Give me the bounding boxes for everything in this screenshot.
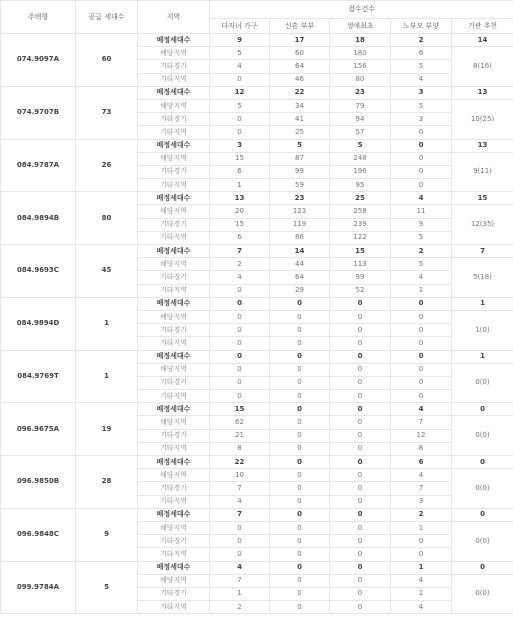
- count-cell: 0: [270, 561, 330, 574]
- count-cell: 99: [330, 271, 391, 284]
- count-cell: 0: [270, 310, 330, 323]
- count-cell: 0: [270, 416, 330, 429]
- count-cell: 5: [330, 139, 391, 152]
- count-cell: 1: [391, 561, 452, 574]
- supply-count: 73: [76, 86, 138, 139]
- region-label: 해당지역: [138, 469, 210, 482]
- header-first-time: 생애최초: [330, 19, 391, 34]
- unit-type: 084.9693C: [1, 245, 76, 298]
- table-row: [1, 86, 513, 99]
- count-cell: 5: [270, 139, 330, 152]
- count-cell: 4: [210, 60, 270, 73]
- count-cell: 0: [210, 350, 270, 363]
- institution-allocation: 0: [452, 456, 513, 469]
- count-cell: 46: [270, 73, 330, 86]
- count-cell: 0: [330, 587, 391, 600]
- count-cell: 57: [330, 126, 391, 139]
- count-cell: 7: [391, 482, 452, 495]
- count-cell: 0: [210, 521, 270, 534]
- count-cell: 0: [210, 73, 270, 86]
- count-cell: 0: [270, 587, 330, 600]
- supply-count: 1: [76, 350, 138, 403]
- count-cell: 7: [210, 245, 270, 258]
- institution-applications: 1(0): [452, 310, 513, 350]
- region-label: 기타지역: [138, 601, 210, 614]
- count-cell: 94: [330, 113, 391, 126]
- count-cell: 196: [330, 165, 391, 178]
- count-cell: 44: [270, 258, 330, 271]
- table-row: [1, 297, 513, 310]
- count-cell: 0: [270, 337, 330, 350]
- count-cell: 95: [330, 179, 391, 192]
- region-label: 배정세대수: [138, 34, 210, 47]
- region-label: 기타경기: [138, 376, 210, 389]
- count-cell: 0: [391, 390, 452, 403]
- count-cell: 0: [330, 495, 391, 508]
- region-label: 기타지역: [138, 390, 210, 403]
- count-cell: 0: [270, 403, 330, 416]
- header-applications: 접수건수: [210, 1, 513, 19]
- count-cell: 5: [391, 231, 452, 244]
- region-label: 기타경기: [138, 482, 210, 495]
- count-cell: 0: [270, 429, 330, 442]
- header-institution: 기관 추천: [452, 19, 513, 34]
- institution-applications: 5(18): [452, 258, 513, 298]
- table-row: [1, 192, 513, 205]
- count-cell: 2: [391, 508, 452, 521]
- count-cell: 0: [330, 376, 391, 389]
- count-cell: 9: [210, 34, 270, 47]
- count-cell: 4: [210, 271, 270, 284]
- count-cell: 7: [391, 416, 452, 429]
- count-cell: 1: [391, 284, 452, 297]
- supply-count: 26: [76, 139, 138, 192]
- count-cell: 0: [330, 601, 391, 614]
- count-cell: 12: [210, 86, 270, 99]
- region-label: 배정세대수: [138, 192, 210, 205]
- count-cell: 123: [270, 205, 330, 218]
- unit-type: 099.9784A: [1, 561, 76, 614]
- count-cell: 2: [391, 245, 452, 258]
- region-label: 기타지역: [138, 284, 210, 297]
- unit-type: 074.9097A: [1, 34, 76, 87]
- region-label: 배정세대수: [138, 86, 210, 99]
- region-label: 해당지역: [138, 47, 210, 60]
- count-cell: 59: [270, 179, 330, 192]
- unit-type: 096.9850B: [1, 456, 76, 509]
- count-cell: 4: [210, 561, 270, 574]
- region-label: 배정세대수: [138, 456, 210, 469]
- header-type: 주택형: [1, 1, 76, 34]
- count-cell: 8: [210, 442, 270, 455]
- region-label: 기타경기: [138, 324, 210, 337]
- count-cell: 0: [270, 442, 330, 455]
- count-cell: 7: [210, 508, 270, 521]
- count-cell: 248: [330, 152, 391, 165]
- count-cell: 239: [330, 218, 391, 231]
- count-cell: 0: [210, 376, 270, 389]
- count-cell: 4: [210, 495, 270, 508]
- institution-allocation: 13: [452, 139, 513, 152]
- count-cell: 0: [330, 310, 391, 323]
- count-cell: 0: [330, 363, 391, 376]
- count-cell: 0: [270, 574, 330, 587]
- region-label: 배정세대수: [138, 245, 210, 258]
- count-cell: 25: [330, 192, 391, 205]
- count-cell: 4: [391, 601, 452, 614]
- count-cell: 0: [391, 310, 452, 323]
- region-label: 기타경기: [138, 271, 210, 284]
- count-cell: 0: [210, 548, 270, 561]
- count-cell: 0: [391, 337, 452, 350]
- institution-applications: 0(0): [452, 469, 513, 509]
- region-label: 배정세대수: [138, 561, 210, 574]
- count-cell: 2: [210, 258, 270, 271]
- count-cell: 0: [210, 297, 270, 310]
- count-cell: 6: [210, 231, 270, 244]
- count-cell: 3: [210, 139, 270, 152]
- region-label: 기타지역: [138, 442, 210, 455]
- count-cell: 2: [391, 34, 452, 47]
- count-cell: 0: [330, 324, 391, 337]
- count-cell: 0: [270, 495, 330, 508]
- count-cell: 0: [270, 350, 330, 363]
- institution-applications: 10(25): [452, 99, 513, 139]
- count-cell: 17: [270, 34, 330, 47]
- count-cell: 180: [330, 47, 391, 60]
- count-cell: 7: [210, 482, 270, 495]
- count-cell: 7: [210, 574, 270, 587]
- table-row: [1, 508, 513, 521]
- count-cell: 20: [210, 205, 270, 218]
- supply-count: 45: [76, 245, 138, 298]
- unit-type: 084.9787A: [1, 139, 76, 192]
- count-cell: 25: [270, 126, 330, 139]
- count-cell: 15: [210, 403, 270, 416]
- count-cell: 15: [210, 152, 270, 165]
- region-label: 해당지역: [138, 416, 210, 429]
- region-label: 배정세대수: [138, 139, 210, 152]
- count-cell: 34: [270, 99, 330, 112]
- count-cell: 0: [330, 390, 391, 403]
- count-cell: 0: [270, 535, 330, 548]
- count-cell: 12: [391, 429, 452, 442]
- count-cell: 4: [391, 574, 452, 587]
- count-cell: 5: [391, 60, 452, 73]
- institution-applications: 0(0): [452, 521, 513, 561]
- count-cell: 8: [391, 442, 452, 455]
- count-cell: 4: [391, 192, 452, 205]
- count-cell: 0: [330, 521, 391, 534]
- count-cell: 22: [270, 86, 330, 99]
- count-cell: 0: [210, 390, 270, 403]
- count-cell: 0: [330, 297, 391, 310]
- supply-count: 1: [76, 297, 138, 350]
- table-row: [1, 403, 513, 416]
- region-label: 해당지역: [138, 205, 210, 218]
- institution-allocation: 0: [452, 403, 513, 416]
- region-label: 기타지역: [138, 126, 210, 139]
- count-cell: 258: [330, 205, 391, 218]
- count-cell: 99: [270, 165, 330, 178]
- region-label: 기타지역: [138, 548, 210, 561]
- count-cell: 0: [391, 350, 452, 363]
- count-cell: 0: [391, 535, 452, 548]
- count-cell: 0: [210, 363, 270, 376]
- count-cell: 0: [210, 535, 270, 548]
- region-label: 기타지역: [138, 73, 210, 86]
- count-cell: 86: [270, 231, 330, 244]
- count-cell: 64: [270, 271, 330, 284]
- count-cell: 6: [391, 456, 452, 469]
- count-cell: 4: [391, 271, 452, 284]
- count-cell: 0: [330, 535, 391, 548]
- institution-allocation: 1: [452, 297, 513, 310]
- region-label: 해당지역: [138, 521, 210, 534]
- supply-count: 19: [76, 403, 138, 456]
- count-cell: 0: [270, 456, 330, 469]
- count-cell: 113: [330, 258, 391, 271]
- institution-allocation: 0: [452, 508, 513, 521]
- unit-type: 096.9675A: [1, 403, 76, 456]
- header-region: 지역: [138, 1, 210, 34]
- institution-applications: 12(35): [452, 205, 513, 245]
- count-cell: 0: [270, 324, 330, 337]
- count-cell: 5: [391, 99, 452, 112]
- count-cell: 6: [391, 47, 452, 60]
- count-cell: 0: [270, 482, 330, 495]
- header-elderly-parent: 노부모 부양: [391, 19, 452, 34]
- region-label: 기타경기: [138, 535, 210, 548]
- count-cell: 3: [391, 495, 452, 508]
- count-cell: 0: [391, 179, 452, 192]
- count-cell: 60: [270, 47, 330, 60]
- institution-applications: 9(11): [452, 152, 513, 192]
- count-cell: 0: [330, 508, 391, 521]
- supply-count: 60: [76, 34, 138, 87]
- table-row: [1, 350, 513, 363]
- count-cell: 11: [391, 205, 452, 218]
- count-cell: 80: [330, 73, 391, 86]
- count-cell: 6: [210, 165, 270, 178]
- count-cell: 1: [391, 587, 452, 600]
- supply-count: 28: [76, 456, 138, 509]
- unit-type: 084.9894B: [1, 192, 76, 245]
- region-label: 배정세대수: [138, 297, 210, 310]
- count-cell: 9: [391, 218, 452, 231]
- count-cell: 41: [270, 113, 330, 126]
- count-cell: 0: [391, 165, 452, 178]
- region-label: 배정세대수: [138, 508, 210, 521]
- count-cell: 3: [391, 86, 452, 99]
- count-cell: 1: [210, 179, 270, 192]
- count-cell: 2: [210, 601, 270, 614]
- institution-allocation: 15: [452, 192, 513, 205]
- region-label: 해당지역: [138, 99, 210, 112]
- table-row: [1, 561, 513, 574]
- count-cell: 0: [210, 324, 270, 337]
- count-cell: 0: [270, 390, 330, 403]
- count-cell: 5: [391, 258, 452, 271]
- count-cell: 0: [330, 442, 391, 455]
- count-cell: 0: [330, 469, 391, 482]
- count-cell: 0: [391, 324, 452, 337]
- count-cell: 0: [391, 126, 452, 139]
- count-cell: 5: [210, 47, 270, 60]
- institution-allocation: 1: [452, 350, 513, 363]
- count-cell: 23: [330, 86, 391, 99]
- count-cell: 0: [330, 482, 391, 495]
- count-cell: 0: [330, 350, 391, 363]
- header-multi-child: 다자녀 가구: [210, 19, 270, 34]
- table-row: [1, 34, 513, 47]
- institution-applications: 8(16): [452, 47, 513, 87]
- count-cell: 119: [270, 218, 330, 231]
- table-body: [1, 34, 513, 614]
- count-cell: 5: [210, 99, 270, 112]
- region-label: 기타지역: [138, 495, 210, 508]
- region-label: 해당지역: [138, 152, 210, 165]
- institution-allocation: 14: [452, 34, 513, 47]
- count-cell: 0: [270, 601, 330, 614]
- count-cell: 0: [270, 297, 330, 310]
- supply-count: 5: [76, 561, 138, 614]
- count-cell: 4: [391, 73, 452, 86]
- supply-count: 9: [76, 508, 138, 561]
- count-cell: 1: [391, 521, 452, 534]
- region-label: 배정세대수: [138, 350, 210, 363]
- count-cell: 122: [330, 231, 391, 244]
- count-cell: 0: [330, 403, 391, 416]
- count-cell: 0: [210, 337, 270, 350]
- count-cell: 0: [330, 337, 391, 350]
- count-cell: 0: [391, 152, 452, 165]
- region-label: 해당지역: [138, 363, 210, 376]
- count-cell: 0: [330, 456, 391, 469]
- count-cell: 0: [391, 139, 452, 152]
- count-cell: 0: [270, 469, 330, 482]
- region-label: 기타경기: [138, 113, 210, 126]
- count-cell: 0: [210, 113, 270, 126]
- count-cell: 10: [210, 469, 270, 482]
- institution-applications: 0(0): [452, 416, 513, 456]
- table-row: [1, 139, 513, 152]
- region-label: 배정세대수: [138, 403, 210, 416]
- count-cell: 0: [210, 310, 270, 323]
- institution-allocation: 0: [452, 561, 513, 574]
- count-cell: 0: [391, 376, 452, 389]
- header-supply: 공급 세대수: [76, 1, 138, 34]
- count-cell: 18: [330, 34, 391, 47]
- count-cell: 0: [270, 363, 330, 376]
- count-cell: 4: [391, 469, 452, 482]
- count-cell: 0: [391, 363, 452, 376]
- count-cell: 0: [210, 126, 270, 139]
- unit-type: 074.9707B: [1, 86, 76, 139]
- count-cell: 3: [391, 113, 452, 126]
- count-cell: 0: [330, 429, 391, 442]
- region-label: 기타경기: [138, 165, 210, 178]
- institution-allocation: 7: [452, 245, 513, 258]
- unit-type: 084.9769T: [1, 350, 76, 403]
- count-cell: 87: [270, 152, 330, 165]
- count-cell: 0: [330, 574, 391, 587]
- institution-allocation: 13: [452, 86, 513, 99]
- count-cell: 21: [210, 429, 270, 442]
- count-cell: 13: [210, 192, 270, 205]
- count-cell: 0: [270, 508, 330, 521]
- count-cell: 0: [391, 548, 452, 561]
- table-row: [1, 456, 513, 469]
- region-label: 해당지역: [138, 258, 210, 271]
- count-cell: 0: [330, 416, 391, 429]
- header-newlywed: 신혼 부부: [270, 19, 330, 34]
- count-cell: 1: [210, 587, 270, 600]
- unit-type: 096.9848C: [1, 508, 76, 561]
- region-label: 기타경기: [138, 218, 210, 231]
- region-label: 기타경기: [138, 429, 210, 442]
- count-cell: 22: [210, 456, 270, 469]
- count-cell: 15: [210, 218, 270, 231]
- region-label: 기타경기: [138, 587, 210, 600]
- region-label: 기타지역: [138, 231, 210, 244]
- count-cell: 4: [391, 403, 452, 416]
- count-cell: 0: [391, 297, 452, 310]
- region-label: 해당지역: [138, 310, 210, 323]
- institution-applications: 0(0): [452, 363, 513, 403]
- count-cell: 52: [330, 284, 391, 297]
- count-cell: 156: [330, 60, 391, 73]
- region-label: 기타지역: [138, 179, 210, 192]
- count-cell: 62: [210, 416, 270, 429]
- count-cell: 0: [270, 376, 330, 389]
- count-cell: 0: [270, 548, 330, 561]
- institution-applications: 0(0): [452, 574, 513, 614]
- count-cell: 79: [330, 99, 391, 112]
- table-row: [1, 245, 513, 258]
- count-cell: 23: [270, 192, 330, 205]
- count-cell: 0: [330, 548, 391, 561]
- count-cell: 15: [330, 245, 391, 258]
- supply-count: 80: [76, 192, 138, 245]
- count-cell: 29: [270, 284, 330, 297]
- count-cell: 0: [210, 284, 270, 297]
- region-label: 기타경기: [138, 60, 210, 73]
- unit-type: 084.9894D: [1, 297, 76, 350]
- count-cell: 14: [270, 245, 330, 258]
- count-cell: 64: [270, 60, 330, 73]
- count-cell: 0: [270, 521, 330, 534]
- region-label: 기타지역: [138, 337, 210, 350]
- count-cell: 0: [330, 561, 391, 574]
- region-label: 해당지역: [138, 574, 210, 587]
